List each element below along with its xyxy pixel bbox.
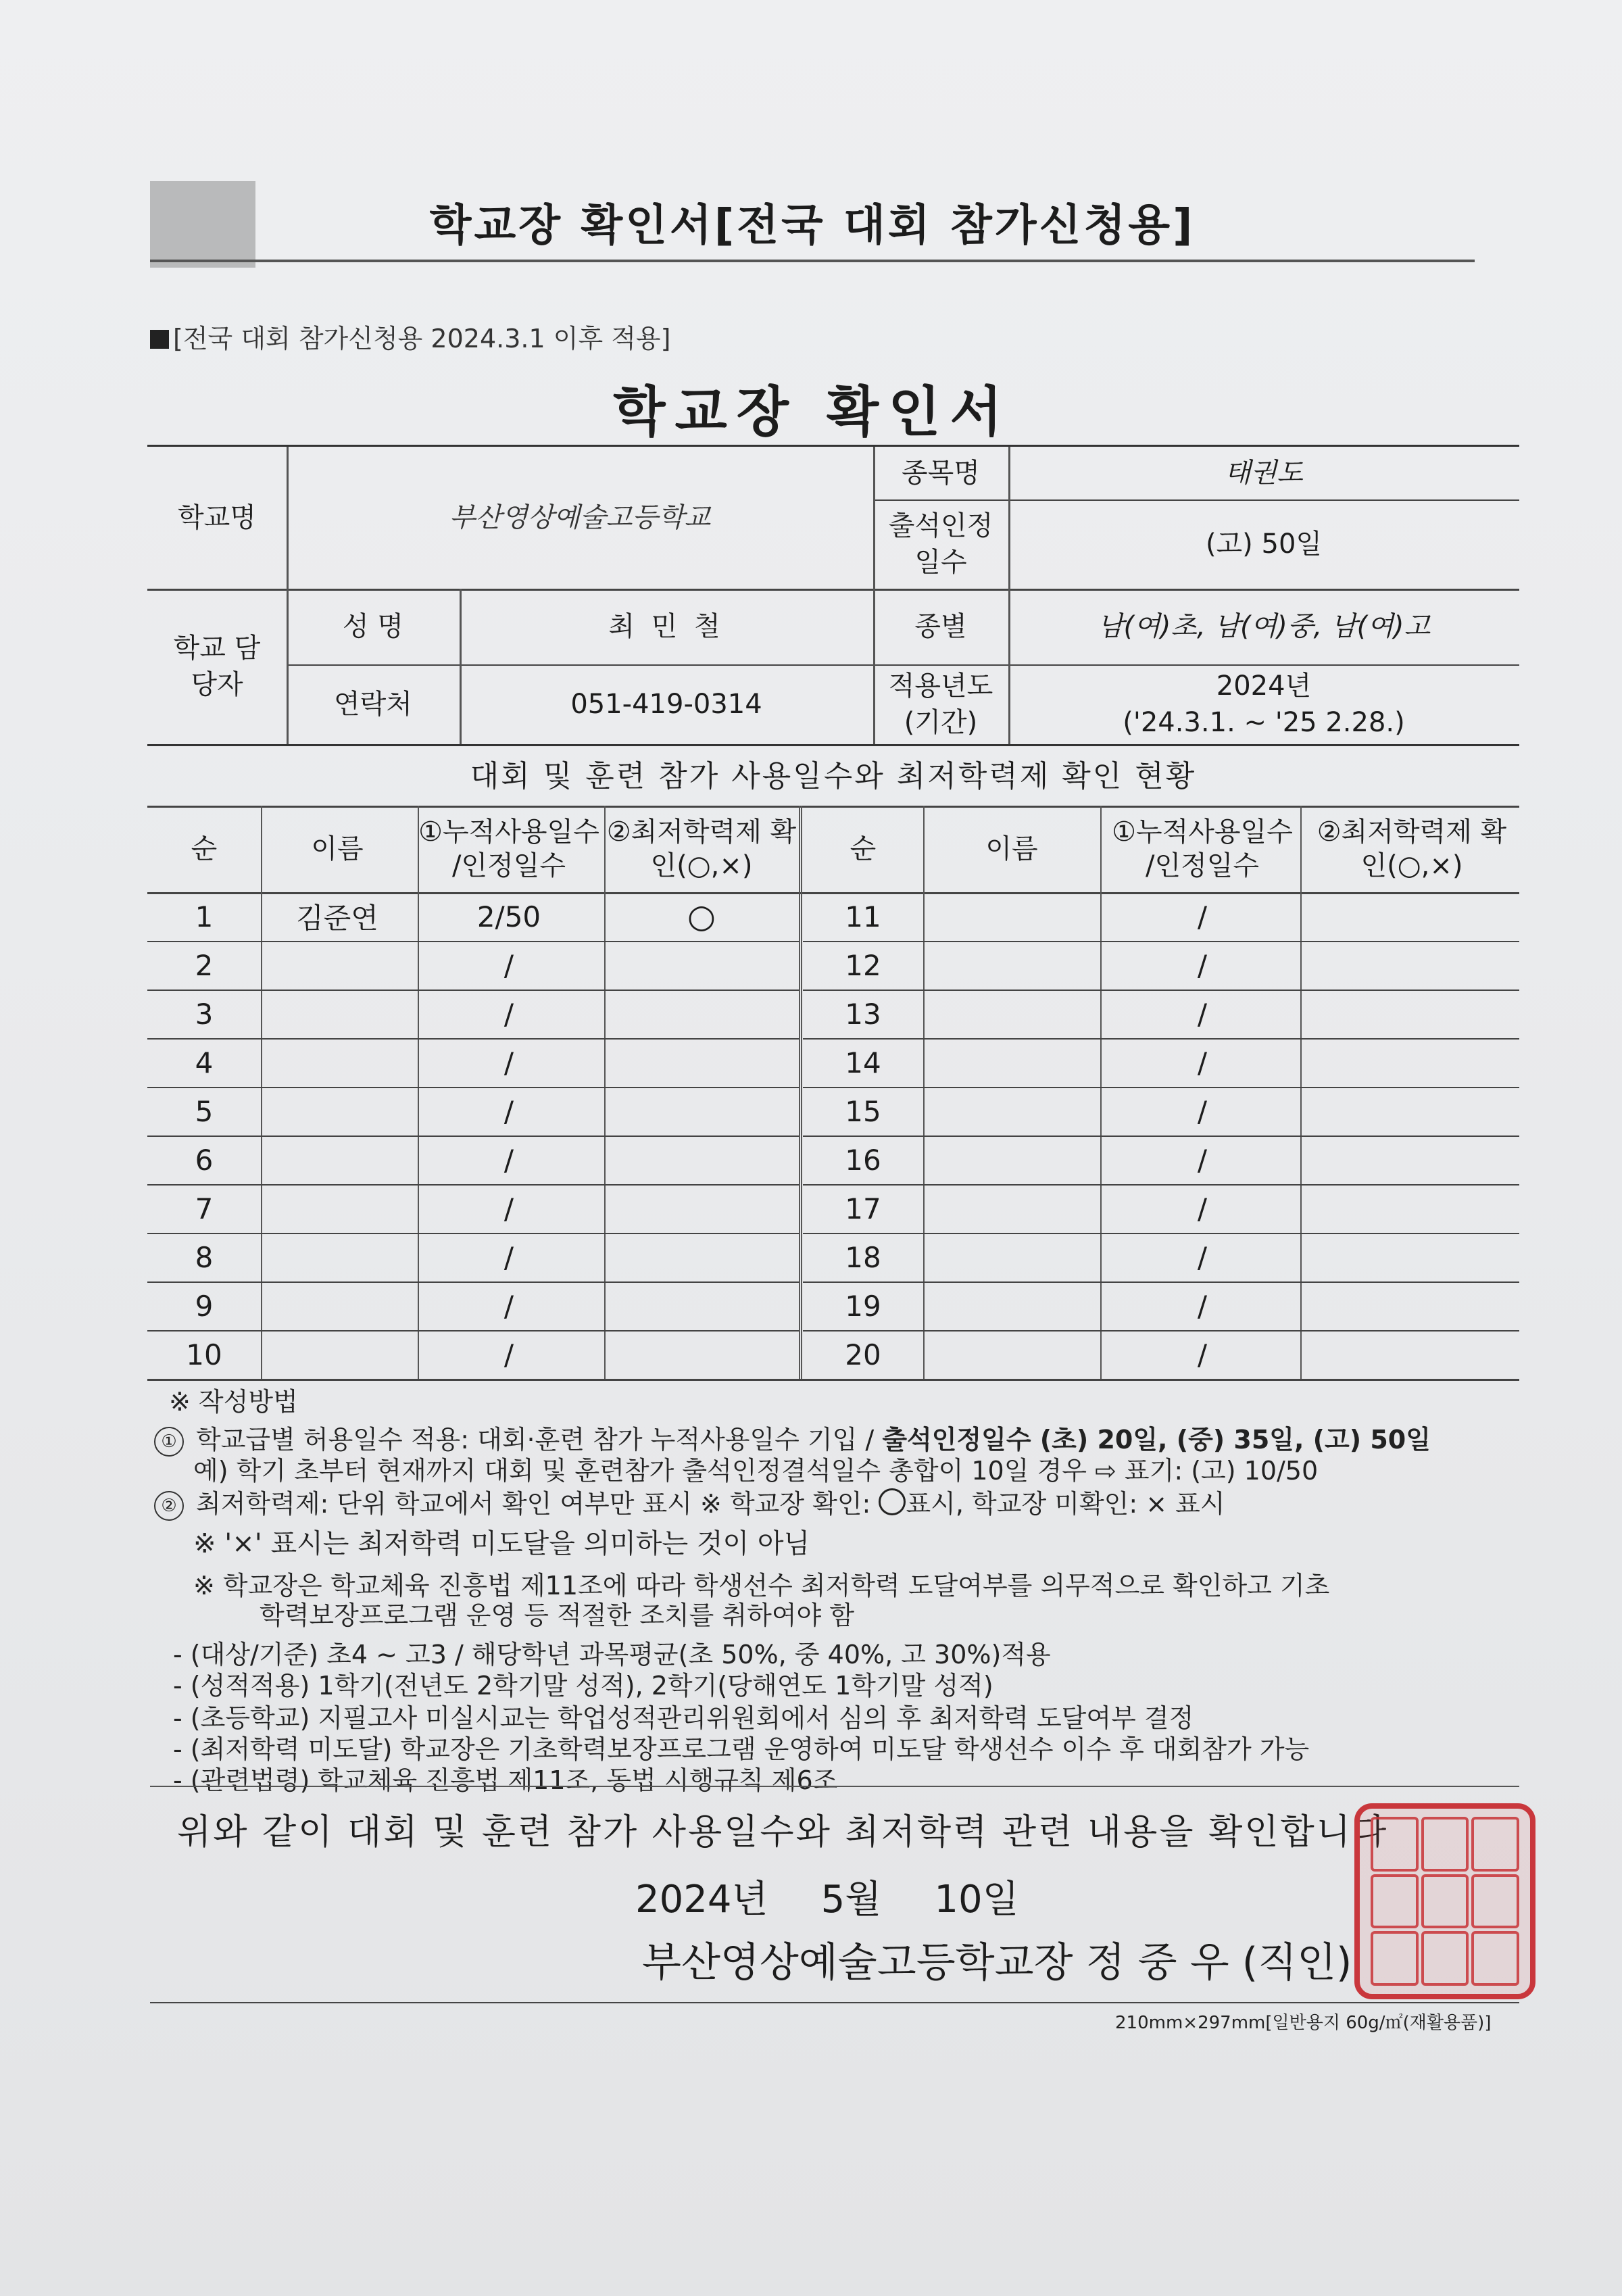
right-row-5-no: 15 [845,1094,881,1128]
name-value: 최 민 철 [608,611,724,642]
note-1-example: 예) 학기 초부터 현재까지 대회 및 훈련참가 출석인정결석일수 총합이 10일 경우 ⇨ 표기: (고) 10/50 [193,1456,1319,1486]
right-row-9-days: / [1197,1289,1208,1323]
note-2 [154,1488,1225,1521]
gender-label: 종별 [914,611,967,642]
left-row-4-days: / [503,1046,514,1079]
right-row-2-check [1304,941,1519,990]
confirm-statement: 위와 같이 대회 및 훈련 참가 사용일수와 최저학력 관련 내용을 확인합니다 [177,1812,1389,1853]
note-2-text-a: 최저학력제: 단위 학교에서 확인 여부만 표시 ※ 학교장 확인: [196,1489,879,1519]
event-label: 종목명 [902,458,980,489]
date-day: 10일 [934,1878,1019,1922]
left-row-7-check [604,1184,799,1233]
right-row-3-check [1304,990,1519,1038]
info-table [147,445,1519,746]
right-row-7-days: / [1197,1192,1208,1225]
header-no-right: 순 [850,833,877,864]
note-2-text-b: 표시, 학교장 미확인: × 표시 [906,1489,1225,1519]
gender-value: 남(여)초, 남(여)중, 남(여)고 [1097,611,1431,642]
event-value: 태권도 [1225,458,1303,489]
right-row-1-check [1304,892,1519,941]
header-rule [150,260,1475,262]
right-row-10-name [923,1330,1100,1379]
left-row-8-name [261,1233,414,1281]
right-row-7-check [1304,1184,1519,1233]
left-row-8-no: 8 [195,1240,214,1274]
note-2-mark: ② [154,1491,184,1521]
left-row-3-check [604,990,799,1038]
manager-label: 학교 담당자 [173,633,261,700]
left-row-1-no: 1 [195,900,214,933]
left-row-4-no: 4 [195,1046,214,1079]
right-row-9-no: 19 [845,1289,881,1323]
note-2-sub2b: 학력보장프로그램 운영 등 적절한 조치를 취하여야 함 [260,1601,855,1630]
school-label: 학교명 [178,502,256,533]
left-row-6-check [604,1135,799,1184]
left-row-10-no: 10 [186,1338,222,1371]
square-bullet-icon [150,330,169,349]
right-row-4-name [923,1038,1100,1087]
note-2-sub1: ※ '×' 표시는 최저학력 미도달을 의미하는 것이 아님 [193,1528,810,1559]
grid-col-divider [1100,806,1102,1379]
right-row-4-days: / [1197,1046,1208,1079]
left-row-6-name [261,1135,414,1184]
right-row-1-days: / [1197,900,1208,933]
detail-2: - (성적적용) 1학기(전년도 2학기말 성적), 2학기(당해연도 1학기말 성적) [173,1671,993,1701]
left-row-2-name [261,941,414,990]
detail-4: - (최저학력 미도달) 학교장은 기초학력보장프로그램 운영하여 미도달 학생선수 이수 후 대회참가 가능 [173,1734,1310,1764]
grid-center-divider [799,806,802,1379]
right-row-2-name [923,941,1100,990]
header-days-right: ①누적사용일수 /인정일수 [1112,816,1293,881]
left-row-10-days: / [503,1338,514,1371]
paper-spec: 210mm×297mm[일반용지 60g/㎡(재활용품)] [1115,2013,1492,2033]
right-row-10-check [1304,1330,1519,1379]
footer-rule [150,2002,1519,2003]
left-row-3-no: 3 [195,997,214,1031]
subnote [150,318,670,355]
left-row-1-name: 김준연 [296,902,378,935]
right-row-8-check [1304,1233,1519,1281]
left-row-1-check: ○ [687,898,716,935]
right-row-3-no: 13 [845,997,881,1031]
right-row-3-name [923,990,1100,1038]
top-title: 학교장 확인서[전국 대회 참가신청용] [429,201,1196,251]
header-name-left: 이름 [311,833,364,864]
left-row-9-check [604,1281,799,1330]
grid-title: 대회 및 훈련 참가 사용일수와 최저학력제 확인 현황 [470,759,1197,793]
left-row-4-check [604,1038,799,1087]
left-row-6-days: / [503,1143,514,1177]
right-row-7-no: 17 [845,1192,881,1225]
right-row-1-name [923,892,1100,941]
left-row-7-days: / [503,1192,514,1225]
year-cell [1008,664,1519,744]
right-row-2-days: / [1197,948,1208,982]
left-row-5-name [261,1087,414,1135]
attend-value: (고) 50일 [1205,529,1323,560]
right-row-3-days: / [1197,997,1208,1031]
left-row-8-check [604,1233,799,1281]
right-row-6-days: / [1197,1143,1208,1177]
left-row-6-no: 6 [195,1143,214,1177]
note-1-text: 학교급별 허용일수 적용: 대회·훈련 참가 누적사용일수 기입 / [196,1425,883,1455]
note-1-bold: 출석인정일수 (초) 20일, (중) 35일, (고) 50일 [882,1425,1431,1455]
left-row-5-check [604,1087,799,1135]
right-row-7-name [923,1184,1100,1233]
date-month: 5월 [820,1878,882,1922]
left-row-2-no: 2 [195,948,214,982]
right-row-8-no: 18 [845,1240,881,1274]
contact-label: 연락처 [334,689,412,720]
right-row-10-days: / [1197,1338,1208,1371]
grid-bottom-rule [147,1379,1519,1381]
left-row-3-days: / [503,997,514,1031]
official-seal [1354,1803,1535,1999]
note-2-sub2a: ※ 학교장은 학교체육 진흥법 제11조에 따라 학생선수 최저학력 도달여부를 의무적으로 확인하고 기초 [193,1571,1330,1601]
right-row-10-no: 20 [845,1338,881,1371]
name-label: 성 명 [343,611,403,642]
note-1-mark: ① [154,1427,184,1457]
school-value: 부산영상예술고등학교 [449,502,711,533]
signer: 부산영상예술고등학교장 정 중 우 (직인) [642,1939,1352,1986]
left-row-10-name [261,1330,414,1379]
issue-date [635,1870,1072,1924]
left-row-9-no: 9 [195,1289,214,1323]
detail-5: - (관련법령) 학교체육 진흥법 제11조, 동법 시행규칙 제6조 [173,1765,838,1795]
right-row-6-no: 16 [845,1143,881,1177]
left-row-8-days: / [503,1240,514,1274]
year-value: 2024년 [1216,670,1312,702]
header-check-right: ②최저학력제 확인(○,×) [1317,816,1507,881]
left-row-4-name [261,1038,414,1087]
circle-mark-icon [879,1488,906,1515]
left-row-7-no: 7 [195,1192,214,1225]
header-no-left: 순 [191,833,218,864]
detail-1: - (대상/기준) 초4 ~ 고3 / 해당학년 과목평균(초 50%, 중 40%, 고 30%)적용 [173,1640,1051,1669]
right-row-6-check [1304,1135,1519,1184]
note-1 [154,1425,1431,1457]
left-row-5-no: 5 [195,1094,214,1128]
contact-value: 051-419-0314 [570,689,762,720]
right-row-5-days: / [1197,1094,1208,1128]
left-row-10-check [604,1330,799,1379]
attend-label: 출석인정 일수 [888,510,993,578]
date-year: 2024년 [635,1878,768,1922]
right-row-4-check [1304,1038,1519,1087]
detail-3: - (초등학교) 지필고사 미실시교는 학업성적관리위원회에서 심의 후 최저학력 도달여부 결정 [173,1703,1194,1733]
left-row-9-name [261,1281,414,1330]
notes-heading: ※ 작성방법 [169,1387,298,1417]
right-row-5-name [923,1087,1100,1135]
left-row-7-name [261,1184,414,1233]
right-row-9-check [1304,1281,1519,1330]
left-row-1-days: 2/50 [476,900,541,933]
right-row-2-no: 12 [845,948,881,982]
usage-table [147,806,1519,1380]
left-row-2-days: / [503,948,514,982]
right-row-8-name [923,1233,1100,1281]
subnote-text: [전국 대회 참가신청용 2024.3.1 이후 적용] [173,324,671,353]
header-days-left: ①누적사용일수 /인정일수 [418,816,599,881]
right-row-8-days: / [1197,1240,1208,1274]
notes-rule [150,1786,1519,1787]
right-row-1-no: 11 [845,900,881,933]
right-row-9-name [923,1281,1100,1330]
header-name-right: 이름 [985,833,1038,864]
right-row-6-name [923,1135,1100,1184]
left-row-5-days: / [503,1094,514,1128]
grid-col-divider [1300,806,1302,1379]
header-check-left: ②최저학력제 확인(○,×) [606,816,797,881]
left-row-9-days: / [503,1289,514,1323]
right-row-4-no: 14 [845,1046,881,1079]
main-title: 학교장 확인서 [613,381,1012,443]
left-row-2-check [604,941,799,990]
left-row-3-name [261,990,414,1038]
period-value: ('24.3.1. ~ '25 2.28.) [1123,707,1405,738]
right-row-5-check [1304,1087,1519,1135]
year-label: 적용년도 (기간) [888,670,993,738]
